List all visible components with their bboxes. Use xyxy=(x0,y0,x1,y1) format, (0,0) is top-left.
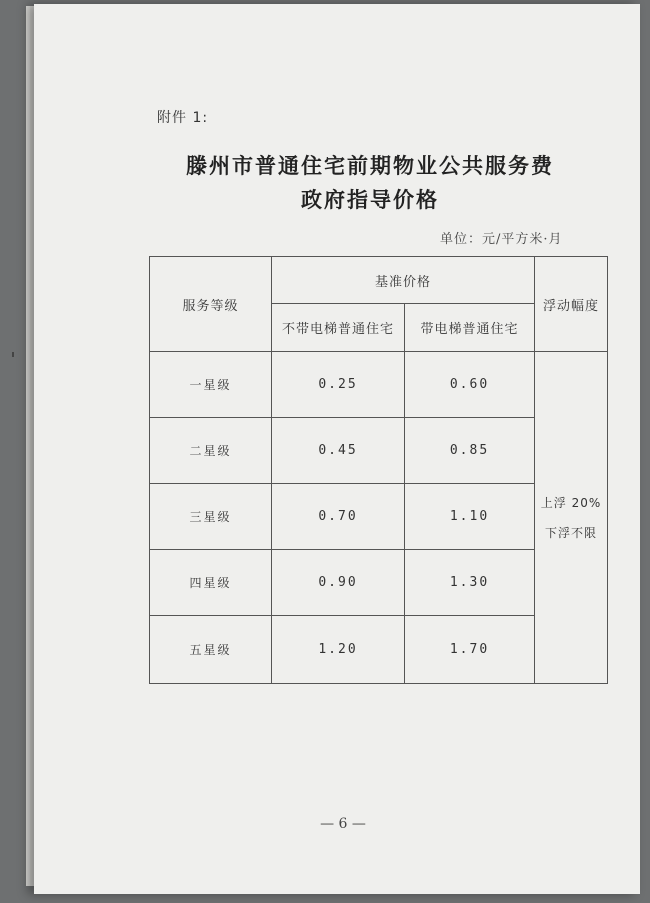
level-cell: 一星级 xyxy=(150,352,272,418)
margin-mark xyxy=(12,352,14,357)
price-no-elevator-cell: 0.90 xyxy=(272,550,405,616)
unit-note: 单位：元/平方米·月 xyxy=(440,232,563,247)
price-table xyxy=(149,256,608,684)
document-title-line1: 滕州市普通住宅前期物业公共服务费 xyxy=(186,153,554,178)
price-elevator-cell: 0.85 xyxy=(405,418,535,484)
price-elevator-cell: 0.60 xyxy=(405,352,535,418)
level-cell: 四星级 xyxy=(150,550,272,616)
attachment-label: 附件 1: xyxy=(157,110,209,126)
table-row xyxy=(150,352,608,418)
header-base-price: 基准价格 xyxy=(272,257,535,304)
level-cell: 三星级 xyxy=(150,484,272,550)
price-no-elevator-cell: 0.45 xyxy=(272,418,405,484)
price-no-elevator-cell: 0.70 xyxy=(272,484,405,550)
header-elevator: 带电梯普通住宅 xyxy=(405,304,535,352)
header-float-range: 浮动幅度 xyxy=(535,257,608,352)
document-title-line2: 政府指导价格 xyxy=(301,187,439,212)
float-range-cell xyxy=(535,352,608,684)
float-up-text: 上浮 20% xyxy=(540,495,602,510)
level-cell: 五星级 xyxy=(150,616,272,684)
price-elevator-cell: 1.10 xyxy=(405,484,535,550)
table-header-row xyxy=(150,257,608,304)
price-elevator-cell: 1.30 xyxy=(405,550,535,616)
header-service-level: 服务等级 xyxy=(150,257,272,352)
price-elevator-cell: 1.70 xyxy=(405,616,535,684)
price-no-elevator-cell: 1.20 xyxy=(272,616,405,684)
header-no-elevator: 不带电梯普通住宅 xyxy=(272,304,405,352)
float-down-text: 下浮不限 xyxy=(544,525,597,540)
level-cell: 二星级 xyxy=(150,418,272,484)
page-number: — 6 — xyxy=(320,816,366,832)
price-no-elevator-cell: 0.25 xyxy=(272,352,405,418)
